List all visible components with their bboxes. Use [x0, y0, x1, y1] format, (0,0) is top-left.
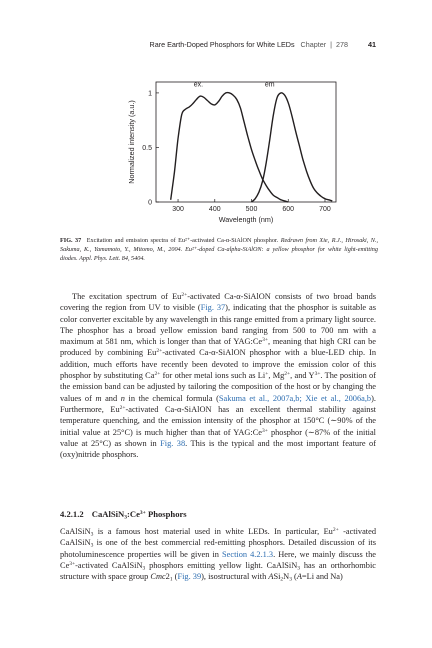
series-line-ex: [171, 93, 289, 202]
x-tick-label: 600: [282, 206, 295, 213]
x-tick-label: 300: [172, 206, 184, 213]
separator: |: [330, 40, 332, 49]
section-heading: [60, 509, 187, 519]
paragraph-2-text: CaAlSiN$_3$ is a famous host material used in white LEDs. In particular, $Eu^{2+}$ -activated CaAlSiN$_3$ is one of the best commercial red-emitting phosphors. Detailed discussion of its photoluminescence properties will be given in Section 4.2.1.3. Here, we mainly discuss the $Ce^{3+}$-activated CaAlSiN$_3$ phosphors emitting yellow light. CaAlSiN$_3$ has an orthorhombic structure with space group $Cmc2_1$ (Fig. 39), isostructural with $ASi_2N_3$ (A=Li and Na): [60, 527, 376, 583]
x-tick-label: 400: [208, 206, 221, 213]
caption-source: Redrawn from Xie, R.J., Hirosaki, N., Sakuma, K., Yamamoto, Y., Mitomo, M., 2004. Eu²⁺-doped Ca-alpha-SiAlON: a yellow phosphor for white light-emitting diodes. Appl. Phys. Lett. 84, 5404.: [60, 237, 379, 263]
x-tick-label: 500: [245, 206, 258, 213]
series-label-em: em: [264, 81, 275, 89]
spectrum-chart-svg: [60, 80, 376, 228]
x-tick-label: 700: [319, 206, 331, 213]
series-label-ex: ex.: [193, 81, 204, 89]
x-axis-label: Wavelength (nm): [218, 215, 274, 224]
plot-frame: [156, 82, 336, 202]
book-title: Rare Earth-Doped Phosphors for White LEDs: [149, 40, 295, 49]
y-axis-label: Normalized intensity (a.u.): [127, 100, 136, 184]
running-header: [60, 40, 376, 52]
body-paragraph-1: [60, 291, 376, 460]
section-title: $CaAlSiN_3:Ce^{3+}$ Phosphors: [91, 509, 187, 521]
body-paragraph-2: [60, 526, 376, 582]
paragraph-1-text: The excitation spectrum of $Eu^{2+}$-activated Ca-α-SiAlON consists of two broad bands covering the region from UV to visible (Fig. 37), indicating that the phosphor is suitable as color converter excitable by any wavelength in this range emitted from a primary light source. The phosphor has a broad yellow emission band ranging from 500 to 700 nm with a maximum at 581 nm, which is longer than that of $YAG:Ce^{3+}$, meaning that high CRI can be produced by combining $Eu^{2+}$-activated Ca-α-SiAlON phosphor with a blue-LED chip. In addition, much efforts have recently been devoted to improve the emission color of this phosphor by substituting $Ca^{2+}$ for other metal ions such as Li+, $Mg^{2+}$, and $Y^{3+}$. The position of the emission band can be adjusted by tailoring the composition of the host or by changing the values of m and n in the chemical formula (Sakuma et al., 2007a,b; Xie et al., 2006a,b). Furthermore, $Eu^{2+}$-activated Ca-α-SiAlON has an excellent thermal stability against temperature quenching, and the emission intensity of the phosphor at 150°C (∼90% of the initial value at 25°C) is much higher than that of $YAG:Ce^{3+}$ phosphor (∼87% of the initial value at 25°C) as shown in Fig. 38. This is the typical and the most important feature of (oxy)nitride phosphors.: [60, 292, 377, 460]
y-tick-label: 0: [148, 199, 152, 207]
figure-caption: [60, 236, 378, 264]
chapter-number: 278: [336, 40, 348, 49]
section-number: 4.2.1.2: [60, 509, 84, 519]
figure-chart: [60, 80, 376, 228]
y-tick-label: 0.5: [142, 144, 152, 152]
figure-label: FIG. 37: [60, 237, 82, 244]
y-tick-label: 1: [148, 90, 152, 98]
running-title: [150, 40, 348, 49]
chapter-label: Chapter: [300, 40, 327, 49]
series-line-em: [252, 93, 333, 202]
caption-text: Excitation and emission spectra of Eu²⁺-activated Ca-α-SiAlON phosphor.: [86, 237, 279, 244]
page-number: 41: [368, 40, 376, 49]
